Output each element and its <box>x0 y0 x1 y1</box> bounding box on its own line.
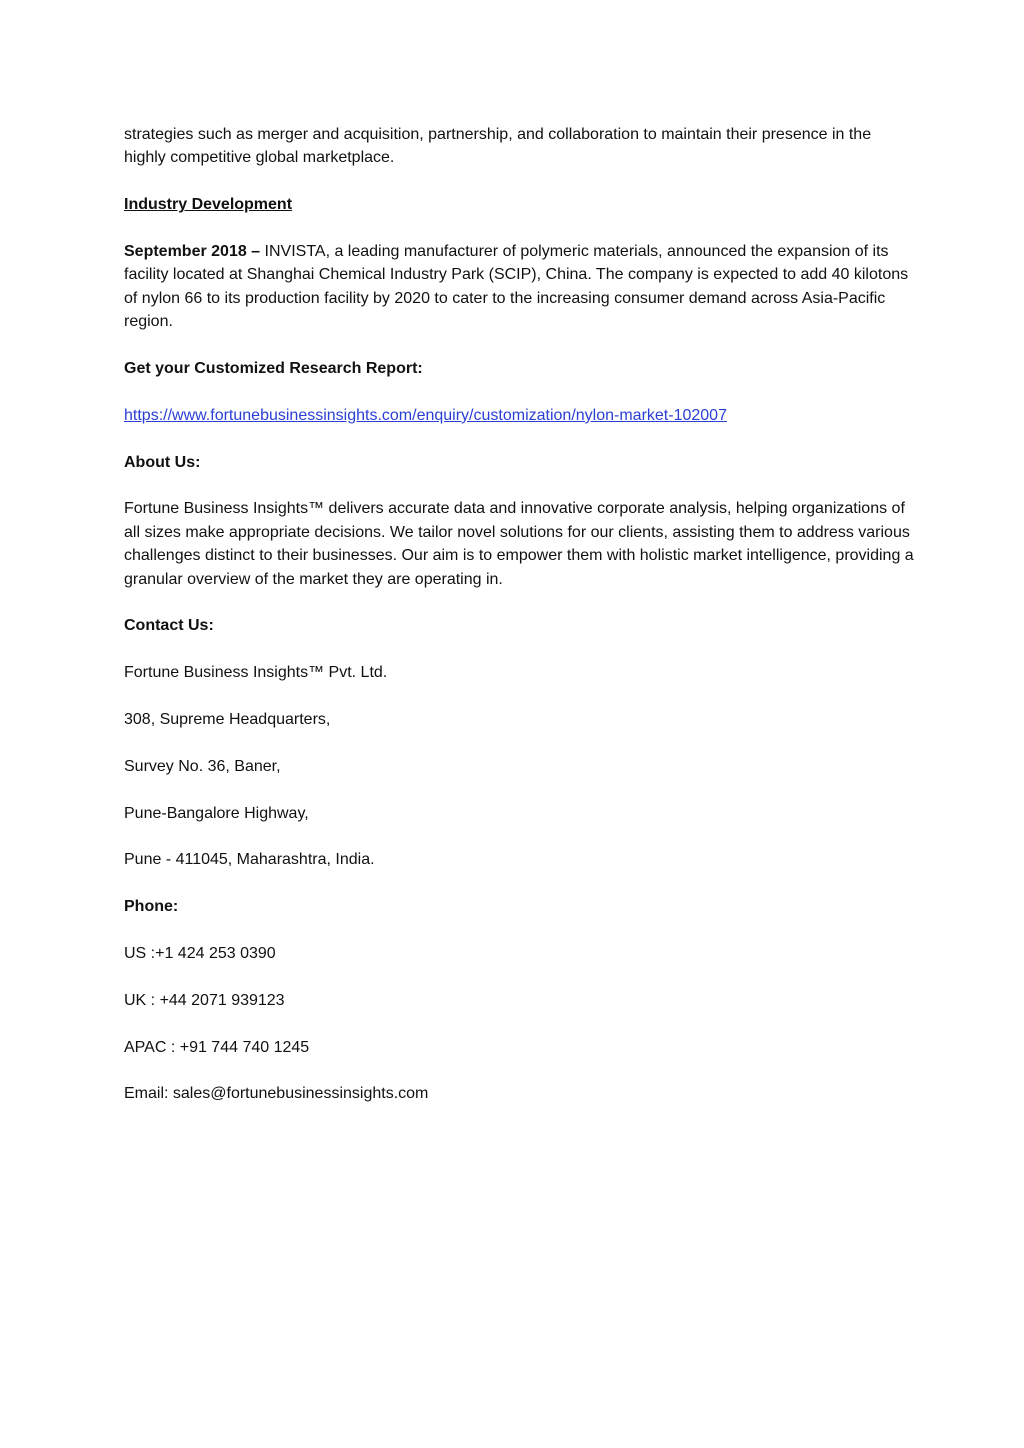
industry-development-paragraph <box>124 240 914 334</box>
phone-us: US :+1 424 253 0390 <box>124 945 276 962</box>
contact-company: Fortune Business Insights™ Pvt. Ltd. <box>124 664 388 682</box>
phone-apac: APAC : +91 744 740 1245 <box>124 1038 310 1056</box>
phone-uk: UK : +44 2071 939123 <box>124 991 285 1009</box>
about-paragraph: Fortune Business Insights™ delivers accurate data and innovative corporate analysis, helping organizations of all sizes make appropriate decisions. We tailor novel solutions for our clients, assisting them to address various challenges distinct to their businesses. Our aim is to empower them with holistic market intelligence, providing a granular overview of the market they are operating in. <box>124 500 914 588</box>
about-heading: About Us: <box>124 453 201 471</box>
news-date: September 2018 – <box>124 243 261 260</box>
news-body: INVISTA, a leading manufacturer of polymeric materials, announced the expansion of its facility located at Shanghai Chemical Industry Park (SCIP), China. The company is expected to add 40 kilotons of nylon 66 to its production facility by 2020 to cater to the increasing consumer demand across Asia-Pacific region. <box>124 243 909 331</box>
contact-address-line-2: Survey No. 36, Baner, <box>124 757 281 775</box>
contact-address-line-3: Pune-Bangalore Highway, <box>124 804 309 822</box>
email-line: Email: sales@fortunebusinessinsights.com <box>124 1085 429 1103</box>
phone-heading: Phone: <box>124 898 179 916</box>
document-page <box>124 123 914 1106</box>
industry-development-heading: Industry Development <box>124 196 293 214</box>
intro-paragraph: strategies such as merger and acquisition, partnership, and collaboration to maintain their presence in the highly competitive global marketplace. <box>124 126 872 167</box>
contact-heading: Contact Us: <box>124 617 214 635</box>
customization-link[interactable]: https://www.fortunebusinessinsights.com/enquiry/customization/nylon-market-102007 <box>124 406 727 424</box>
contact-address-line-4: Pune - 411045, Maharashtra, India. <box>124 851 375 869</box>
customized-report-heading: Get your Customized Research Report: <box>124 360 423 378</box>
contact-address-line-1: 308, Supreme Headquarters, <box>124 711 331 729</box>
